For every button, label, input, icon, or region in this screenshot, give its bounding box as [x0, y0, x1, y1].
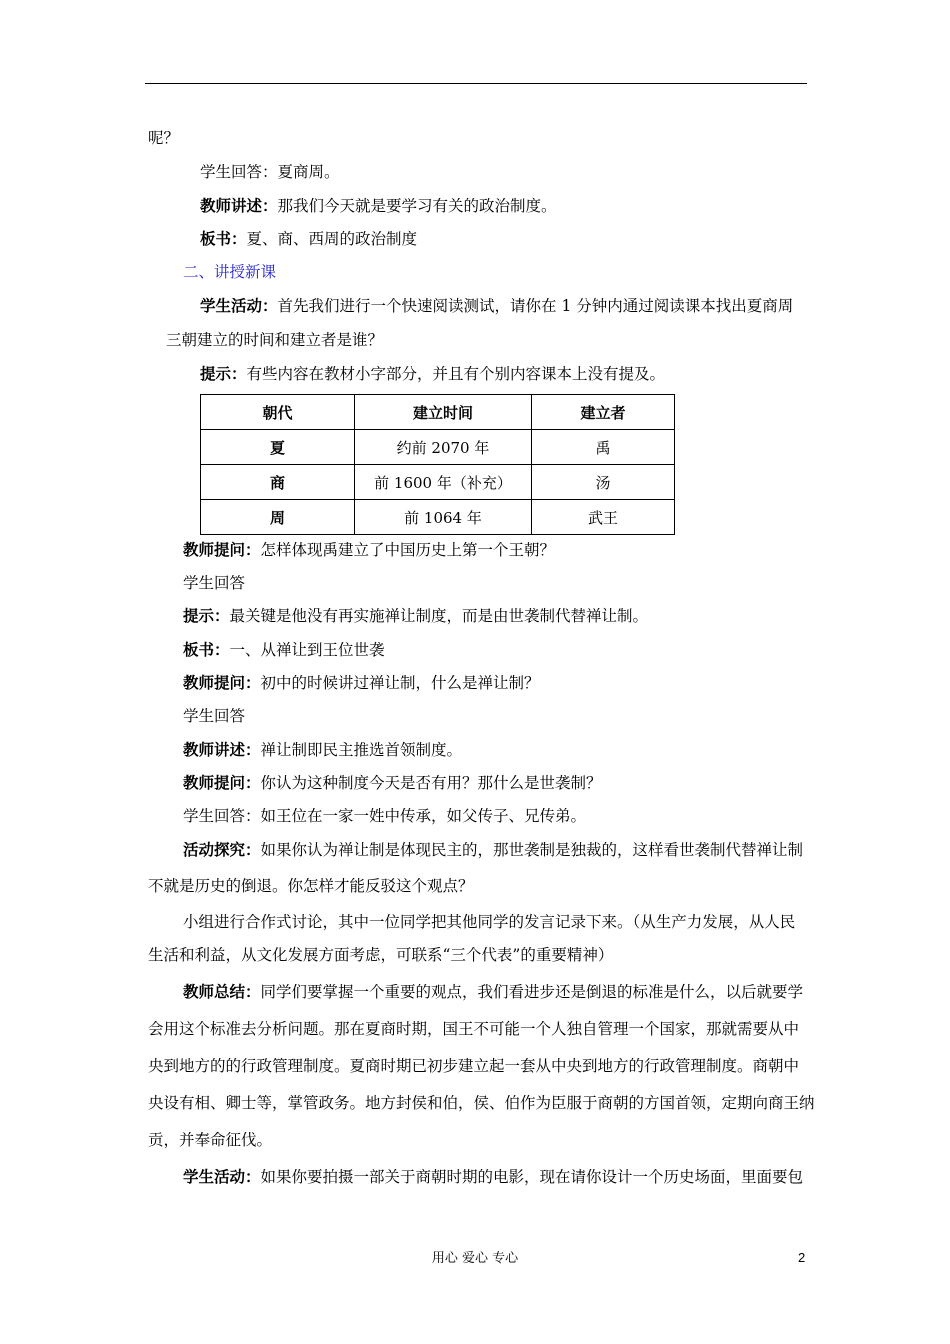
text-line: 小组进行合作式讨论，其中一位同学把其他同学的发言记录下来。（从生产力发展，从人民 — [183, 913, 796, 931]
line-label: 教师提问： — [183, 773, 261, 792]
text-line: 教师提问：你认为这种制度今天是否有用？那什么是世袭制？ — [183, 773, 602, 792]
header-rule — [145, 83, 807, 84]
text-line: 会用这个标准去分析问题。那在夏商时期，国王不可能一个人独自管理一个国家，那就需要从中 — [148, 1020, 800, 1038]
text-line: 学生回答 — [183, 707, 246, 725]
table-cell: 前 1064 年 — [355, 500, 532, 535]
table-cell: 商 — [201, 465, 355, 500]
text-line: 板书：一、从禅让到王位世袭 — [183, 640, 385, 659]
text-line: 贡，并奉命征伐。 — [148, 1131, 273, 1149]
section-heading: 二、讲授新课 — [183, 263, 277, 281]
text-line: 央到地方的的行政管理制度。夏商时期已初步建立起一套从中央到地方的行政管理制度。商朝中 — [148, 1057, 800, 1075]
table-cell: 汤 — [532, 465, 675, 500]
line-label: 学生活动： — [200, 296, 278, 315]
table-row — [201, 465, 675, 500]
line-label: 学生活动： — [183, 1167, 261, 1186]
text-line: 教师提问：怎样体现禹建立了中国历史上第一个王朝？ — [183, 540, 556, 559]
table-cell: 前 1600 年（补充） — [355, 465, 532, 500]
line-label: 板书： — [200, 229, 247, 248]
table-header: 建立时间 — [355, 395, 532, 430]
table-header: 朝代 — [201, 395, 355, 430]
text-line: 活动探究：如果你认为禅让制是体现民主的，那世袭制是独裁的，这样看世袭制代替禅让制 — [183, 840, 804, 859]
text-line: 不就是历史的倒退。你怎样才能反驳这个观点？ — [148, 877, 474, 895]
text-line: 三朝建立的时间和建立者是谁？ — [166, 331, 384, 349]
text-line: 板书：夏、商、西周的政治制度 — [200, 229, 418, 248]
table-cell: 禹 — [532, 430, 675, 465]
text-line: 生活和利益，从文化发展方面考虑，可联系“三个代表”的重要精神） — [148, 946, 614, 964]
line-label: 板书： — [183, 640, 230, 659]
text-line: 学生回答：如王位在一家一姓中传承，如父传子、兄传弟。 — [183, 807, 587, 825]
page-number: 2 — [798, 1250, 806, 1265]
text-line: 学生活动：首先我们进行一个快速阅读测试，请你在 1 分钟内通过阅读课本找出夏商周 — [200, 296, 794, 315]
text-line: 学生回答 — [183, 574, 246, 592]
text-line: 呢？ — [148, 129, 180, 147]
text-line: 央设有相、卿士等，掌管政务。地方封侯和伯，侯、伯作为臣服于商朝的方国首领，定期向商王纳 — [148, 1094, 815, 1112]
line-label: 教师提问： — [183, 540, 261, 559]
text-line: 教师讲述：那我们今天就是要学习有关的政治制度。 — [200, 196, 557, 215]
line-label: 教师提问： — [183, 673, 261, 692]
line-label: 活动探究： — [183, 840, 261, 859]
text-line: 学生回答：夏商周。 — [200, 163, 340, 181]
dynasty-table — [200, 394, 675, 535]
table-header-row — [201, 395, 675, 430]
table-cell: 武王 — [532, 500, 675, 535]
text-line: 提示：最关键是他没有再实施禅让制度，而是由世袭制代替禅让制。 — [183, 606, 649, 625]
table-header: 建立者 — [532, 395, 675, 430]
line-label: 教师讲述： — [200, 196, 278, 215]
table-cell: 周 — [201, 500, 355, 535]
line-label: 提示： — [200, 364, 247, 383]
text-line: 提示：有些内容在教材小字部分，并且有个别内容课本上没有提及。 — [200, 364, 666, 383]
line-label: 提示： — [183, 606, 230, 625]
line-label: 教师讲述： — [183, 740, 261, 759]
table-cell: 夏 — [201, 430, 355, 465]
text-line: 教师提问：初中的时候讲过禅让制，什么是禅让制？ — [183, 673, 540, 692]
text-line: 学生活动：如果你要拍摄一部关于商朝时期的电影，现在请你设计一个历史场面，里面要包 — [183, 1167, 804, 1186]
text-line: 教师总结：同学们要掌握一个重要的观点，我们看进步还是倒退的标准是什么，以后就要学 — [183, 982, 804, 1001]
table-row — [201, 430, 675, 465]
table-cell: 约前 2070 年 — [355, 430, 532, 465]
footer-text: 用心 爱心 专心 — [431, 1251, 519, 1266]
line-label: 教师总结： — [183, 982, 261, 1001]
table-row — [201, 500, 675, 535]
text-line: 教师讲述：禅让制即民主推选首领制度。 — [183, 740, 463, 759]
